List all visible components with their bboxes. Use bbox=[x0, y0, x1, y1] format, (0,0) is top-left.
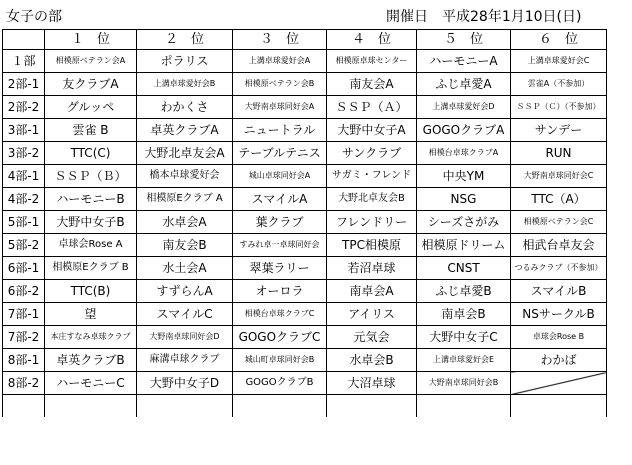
result-cell: 相模原ベテラン会A bbox=[45, 50, 137, 73]
division-cell: 2部-2 bbox=[3, 96, 45, 119]
result-cell: 大野南卓球同好会D bbox=[137, 326, 233, 349]
division-cell: 6部-2 bbox=[3, 280, 45, 303]
result-cell: 水卓会A bbox=[137, 211, 233, 234]
result-cell: 相武台卓友会 bbox=[511, 234, 607, 257]
result-cell: ＳＳＰ（Ａ） bbox=[327, 96, 417, 119]
result-cell: ＳＳＰ（Ｃ）（不参加） bbox=[511, 96, 607, 119]
result-cell: スマイルC bbox=[137, 303, 233, 326]
result-cell bbox=[45, 395, 137, 418]
result-cell: サガミ・フレンド bbox=[327, 165, 417, 188]
result-cell: NSG bbox=[417, 188, 511, 211]
result-cell: 翠葉ラリー bbox=[233, 257, 327, 280]
table-row bbox=[3, 96, 607, 119]
page-title: 女子の部 bbox=[6, 9, 62, 25]
result-cell: 相模原Eクラブ B bbox=[45, 257, 137, 280]
result-cell: 南卓会B bbox=[417, 303, 511, 326]
table-row bbox=[3, 119, 607, 142]
result-cell bbox=[417, 395, 511, 418]
result-cell: 城山卓球同好会A bbox=[233, 165, 327, 188]
result-cell: ふじ卓愛B bbox=[417, 280, 511, 303]
result-cell: 望 bbox=[45, 303, 137, 326]
result-cell: 相模台卓球クラブA bbox=[417, 142, 511, 165]
result-cell bbox=[137, 395, 233, 418]
result-cell: つるみクラブ（不参加） bbox=[511, 257, 607, 280]
header-cell: ２ 位 bbox=[137, 30, 233, 50]
result-cell: 大沼卓球 bbox=[327, 372, 417, 395]
result-cell: 大野南卓球同好会A bbox=[233, 96, 327, 119]
result-cell: アイリス bbox=[327, 303, 417, 326]
result-cell: ＳＳＰ（Ｂ） bbox=[45, 165, 137, 188]
result-cell: TPC相模原 bbox=[327, 234, 417, 257]
result-cell: 雲雀A（不参加） bbox=[511, 73, 607, 96]
header-cell: ３ 位 bbox=[233, 30, 327, 50]
table-row bbox=[3, 372, 607, 395]
result-cell: ポラリス bbox=[137, 50, 233, 73]
result-cell: 相模原ドリーム bbox=[417, 234, 511, 257]
result-cell: ふじ卓愛A bbox=[417, 73, 511, 96]
result-cell: 水土会A bbox=[137, 257, 233, 280]
result-cell: 大野中女子A bbox=[327, 119, 417, 142]
result-cell: 相模原卓球センター bbox=[327, 50, 417, 73]
result-cell: GOGOクラブC bbox=[233, 326, 327, 349]
result-cell: グルッペ bbox=[45, 96, 137, 119]
result-cell: 水卓会B bbox=[327, 349, 417, 372]
result-cell: テーブルテニス bbox=[233, 142, 327, 165]
division-cell: １部 bbox=[3, 50, 45, 73]
division-cell: 5部-1 bbox=[3, 211, 45, 234]
result-cell: 相模原Eクラブ A bbox=[137, 188, 233, 211]
result-cell: 南卓会A bbox=[327, 280, 417, 303]
result-cell: オーロラ bbox=[233, 280, 327, 303]
table-row bbox=[3, 50, 607, 73]
division-cell bbox=[3, 395, 45, 418]
result-cell: 橋本卓球愛好会 bbox=[137, 165, 233, 188]
division-cell: 5部-2 bbox=[3, 234, 45, 257]
results-table bbox=[2, 29, 607, 417]
division-cell: 3部-1 bbox=[3, 119, 45, 142]
result-cell: フレンドリー bbox=[327, 211, 417, 234]
result-cell: 相模原ベテラン会C bbox=[511, 211, 607, 234]
table-row bbox=[3, 188, 607, 211]
result-cell: RUN bbox=[511, 142, 607, 165]
table-row bbox=[3, 211, 607, 234]
result-cell: スマイルA bbox=[233, 188, 327, 211]
result-cell: 中央YM bbox=[417, 165, 511, 188]
table-row bbox=[3, 303, 607, 326]
event-date: 開催日 平成28年1月10日(日) bbox=[386, 9, 582, 25]
result-cell: 上溝卓球愛好会D bbox=[417, 96, 511, 119]
result-cell: 大野中女子D bbox=[137, 372, 233, 395]
result-cell: すずらんA bbox=[137, 280, 233, 303]
result-cell bbox=[511, 395, 607, 418]
division-cell: 8部-1 bbox=[3, 349, 45, 372]
result-cell: サンクラブ bbox=[327, 142, 417, 165]
table-row bbox=[3, 165, 607, 188]
division-cell: 6部-1 bbox=[3, 257, 45, 280]
result-cell: 卓英クラブA bbox=[137, 119, 233, 142]
table-row bbox=[3, 326, 607, 349]
result-cell: 南友会B bbox=[137, 234, 233, 257]
result-cell: TTC(B) bbox=[45, 280, 137, 303]
result-cell: NSサークルB bbox=[511, 303, 607, 326]
result-cell: シーズさがみ bbox=[417, 211, 511, 234]
header-cell: ５ 位 bbox=[417, 30, 511, 50]
result-cell: 大野北卓友会A bbox=[137, 142, 233, 165]
division-cell: 7部-1 bbox=[3, 303, 45, 326]
result-cell: 相模原ベテラン会B bbox=[233, 73, 327, 96]
result-cell: 元気会 bbox=[327, 326, 417, 349]
header-cell: ４ 位 bbox=[327, 30, 417, 50]
result-cell: 上溝卓球愛好会A bbox=[233, 50, 327, 73]
header-cell bbox=[3, 30, 45, 50]
result-cell: 若沼卓球 bbox=[327, 257, 417, 280]
table-row bbox=[3, 395, 607, 418]
division-cell: 4部-1 bbox=[3, 165, 45, 188]
result-cell: 上溝卓球愛好会C bbox=[511, 50, 607, 73]
result-cell: CNST bbox=[417, 257, 511, 280]
result-cell: 本庄すなみ卓球クラブ bbox=[45, 326, 137, 349]
result-cell: 麻溝卓球クラブ bbox=[137, 349, 233, 372]
division-cell: 7部-2 bbox=[3, 326, 45, 349]
division-cell: 8部-2 bbox=[3, 372, 45, 395]
empty-slash-cell bbox=[511, 372, 607, 395]
result-cell: スマイルB bbox=[511, 280, 607, 303]
table-row bbox=[3, 234, 607, 257]
result-cell: わかくさ bbox=[137, 96, 233, 119]
result-cell: 相模台卓球クラブC bbox=[233, 303, 327, 326]
table-row bbox=[3, 142, 607, 165]
result-cell: 大野中女子C bbox=[417, 326, 511, 349]
result-cell: 大野南卓球同好会B bbox=[417, 372, 511, 395]
result-cell: 卓球会Rose A bbox=[45, 234, 137, 257]
result-cell: わかば bbox=[511, 349, 607, 372]
result-cell: 葉クラブ bbox=[233, 211, 327, 234]
result-cell: 上溝卓球愛好会E bbox=[417, 349, 511, 372]
result-cell: TTC（A） bbox=[511, 188, 607, 211]
result-cell: GOGOクラブB bbox=[233, 372, 327, 395]
result-cell: ハーモニーA bbox=[417, 50, 511, 73]
result-cell: ハーモニーC bbox=[45, 372, 137, 395]
result-cell: 大野南卓球同好会C bbox=[511, 165, 607, 188]
header-row bbox=[3, 30, 607, 50]
header-cell: １ 位 bbox=[45, 30, 137, 50]
result-cell: サンデー bbox=[511, 119, 607, 142]
division-cell: 3部-2 bbox=[3, 142, 45, 165]
result-cell bbox=[233, 395, 327, 418]
result-cell: 城山町卓球同好会B bbox=[233, 349, 327, 372]
result-cell: 卓球会Rose B bbox=[511, 326, 607, 349]
table-row bbox=[3, 257, 607, 280]
result-cell: ハーモニーB bbox=[45, 188, 137, 211]
result-cell: 友クラブA bbox=[45, 73, 137, 96]
table-row bbox=[3, 280, 607, 303]
result-cell: ニュートラル bbox=[233, 119, 327, 142]
result-cell: 雲雀 B bbox=[45, 119, 137, 142]
result-cell: 上溝卓球愛好会B bbox=[137, 73, 233, 96]
result-cell: GOGOクラブA bbox=[417, 119, 511, 142]
result-cell bbox=[327, 395, 417, 418]
result-cell: 大野北卓友会B bbox=[327, 188, 417, 211]
table-row bbox=[3, 73, 607, 96]
table-row bbox=[3, 349, 607, 372]
result-cell: 大野中女子B bbox=[45, 211, 137, 234]
division-cell: 4部-2 bbox=[3, 188, 45, 211]
result-cell: すみれ卓一卓球同好会 bbox=[233, 234, 327, 257]
result-cell: 卓英クラブB bbox=[45, 349, 137, 372]
result-cell: 南友会A bbox=[327, 73, 417, 96]
division-cell: 2部-1 bbox=[3, 73, 45, 96]
result-cell: TTC(C) bbox=[45, 142, 137, 165]
header-cell: ６ 位 bbox=[511, 30, 607, 50]
